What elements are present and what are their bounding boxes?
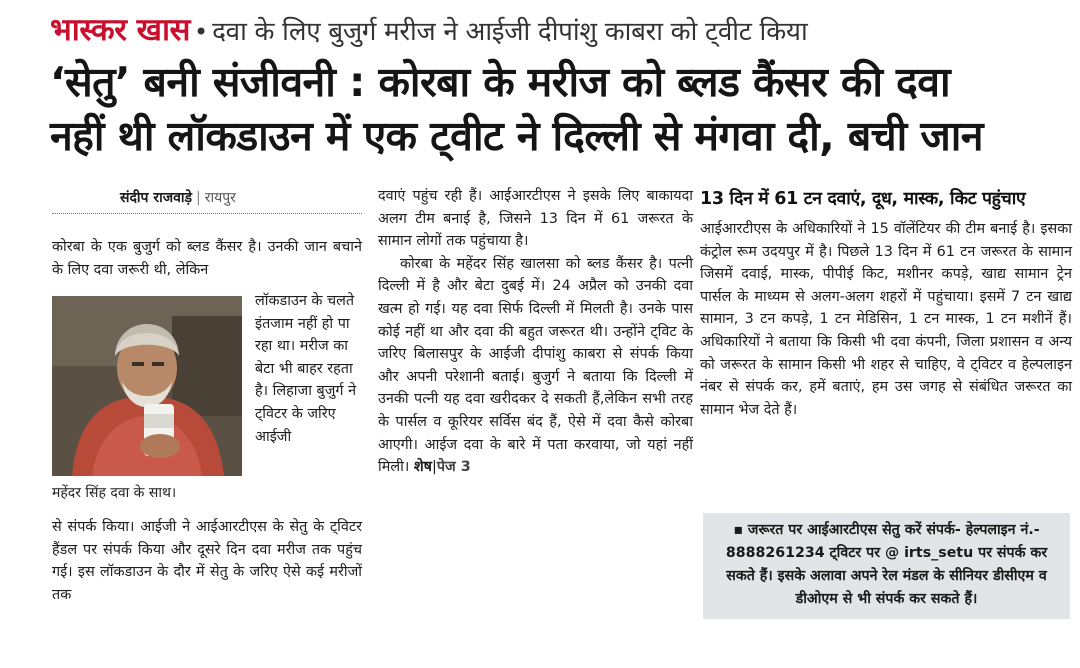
paragraph: लॉकडाउन के चलते इंतजाम नहीं हो पा रहा था। मरीज का बेटा भी बाहर रहता है। लिहाजा बुजुर्ग ने ट्विटर के जरिए आईजी (255, 293, 357, 445)
author-name: संदीप राजवाड़े (120, 190, 192, 206)
paragraph: कोरबा के महेंदर सिंह खालसा को ब्लड कैंसर है। पत्नी दिल्ली में है और बेटा दुबई में। 24 अप्रैल को उनकी दवा खत्म हो गई। यह दवा सिर्फ दिल्ली में मिलती है। उनके पास कोई नहीं था और दवा की बहुत जरूरत थी। उन्होंने ट्विट के जरिए बिलासपुर के आईजी दीपांशु काबरा से संपर्क किया और अपनी परेशानी बताई। बुजुर्ग ने बताया कि दिल्ली में उनकी पत्नी यह दवा खरीदकर दे सकती हैं,लेकिन सभी तरह के पार्सल व कूरियर सर्विस बंद हैं, ऐसे में दवा कैसे कोरबा आएगी। आईज दवा के बारे में पता करवाया, जो यहां नहीं मिली। शेष|पेज 3 (378, 255, 693, 476)
headline-line-1: ‘सेतु’ बनी संजीवनी : कोरबा के मरीज को ब्लड कैंसर की दवा (50, 58, 951, 106)
paragraph: से संपर्क किया। आईजी ने आईआरटीएस के सेतु के ट्विटर हैंडल पर संपर्क किया और दूसरे दिन दवा मरीज तक पहुंच गई। इस लॉकडाउन के दौर में सेतु के जरिए ऐसे कई मरीजों तक (52, 519, 362, 603)
paragraph: दवाएं पहुंच रही हैं। आईआरटीएस ने इसके लिए बाकायदा अलग टीम बनाई है, जिसने 13 दिन में 61 जरूरत के सामान लोगों तक पहुंचाया है। (378, 188, 693, 250)
subheading: 13 दिन में 61 टन दवाएं, दूध, मास्क, किट पहुंचाए (700, 189, 1026, 209)
paragraph: कोरबा के एक बुजुर्ग को ब्लड कैंसर है। उनकी जान बचाने के लिए दवा जरूरी थी, लेकिन (52, 239, 362, 278)
photo-caption: महेंदर सिंह दवा के साथ। (52, 485, 177, 501)
helpline-box: ▪ जरूरत पर आईआरटीएस सेतु करें संपर्क- हेल्पलाइन नं.- 8888261234 ट्विटर पर @ irts_setu पर संपर्क कर सकते हैं। इसके अलावा अपने रेल मंडल के सीनियर डीसीएम व डीओएम से भी संपर्क कर सकते हैं। (703, 513, 1070, 619)
bullet-separator: • (194, 18, 209, 46)
news-photo (52, 296, 242, 476)
dateline-place: रायपुर (204, 190, 236, 206)
headline-line-2: नहीं थी लॉकडाउन में एक ट्वीट ने दिल्ली से मंगवा दी, बची जान (50, 112, 983, 160)
kicker-line (50, 8, 1070, 54)
paragraph-text: कोरबा के महेंदर सिंह खालसा को ब्लड कैंसर है। पत्नी दिल्ली में है और बेटा दुबई में। 24 अप्रैल को उनकी दवा खत्म हो गई। यह दवा सिर्फ दिल्ली में मिलती है। उनके पास कोई नहीं था और दवा की बहुत जरूरत थी। उन्होंने ट्विट के जरिए बिलासपुर के आईजी दीपांशु काबरा से संपर्क किया और अपनी परेशानी बताई। बुजुर्ग ने बताया कि दिल्ली में उनकी पत्नी यह दवा खरीदकर दे सकती हैं,लेकिन सभी तरह के पार्सल व कूरियर सर्विस बंद हैं, ऐसे में दवा कैसे कोरबा आएगी। आईज दवा के बारे में पता करवाया, जो यहां नहीं मिली। (378, 255, 693, 476)
byline (120, 188, 360, 207)
column-1-bottom (52, 516, 362, 606)
column-1-top (52, 236, 362, 281)
elderly-man-holding-medicine-image (52, 296, 242, 476)
headline (50, 55, 1075, 163)
paragraph: आईआरटीएस के अधिकारियों ने 15 वॉलेंटियर की टीम बनाई है। इसका कंट्रोल रूम उदयपुर में है। पिछले 13 दिन में 61 टन जरूरत के सामान जिसमें दवाई, मास्क, पीपीई किट, मशीनर कपड़े, खाद्य सामान ट्रेन पार्सल के माध्यम से अलग-अलग शहरों में पहुंचाया। इसमें 7 टन खाद्य सामान, 3 टन कपड़े, 1 टन मेडिसिन, 1 टन मास्क, 1 टन मशीनें हैं। अधिकारियों ने बताया कि किसी भी दवा कंपनी, जिला प्रशासन व अन्य को जरूरत के सामान किसी भी शहर से चाहिए, वे ट्विटर व हेल्पलाइन नंबर से संपर्क कर, हमें बताएं, हम उस जगह से संबंधित जरूरत का सामान भेज देते हैं। (700, 221, 1072, 418)
continued-page-ref: पेज 3 (436, 459, 471, 476)
kicker-text: दवा के लिए बुजुर्ग मरीज ने आईजी दीपांशु काबरा को ट्वीट किया (212, 17, 808, 47)
column-2 (378, 185, 693, 479)
section-brand: भास्कर खास (50, 12, 191, 48)
continued-label: शेष (413, 459, 432, 476)
byline-divider (52, 213, 362, 214)
column-3 (700, 218, 1072, 421)
column-1-wrap-text (255, 290, 360, 448)
byline-separator: | (196, 190, 201, 206)
